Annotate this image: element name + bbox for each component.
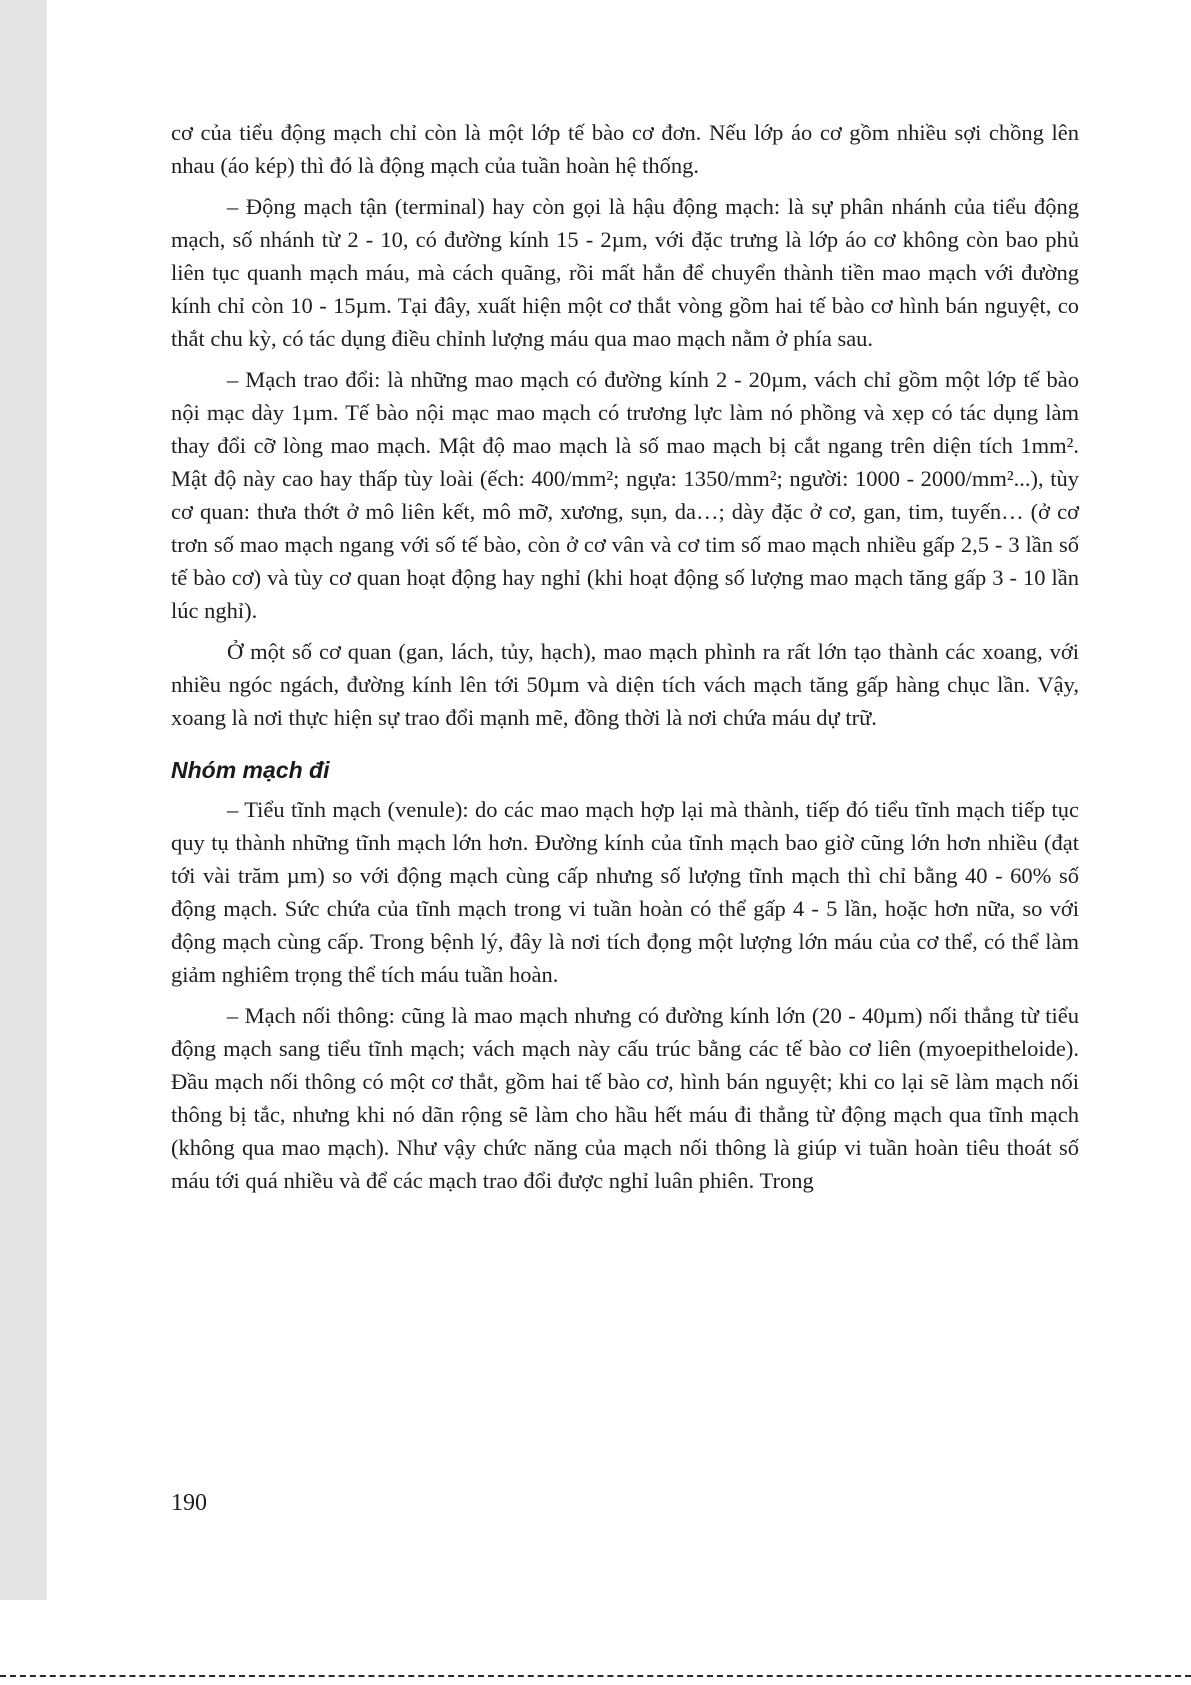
paragraph-continuation: cơ của tiểu động mạch chỉ còn là một lớp tế bào cơ đơn. Nếu lớp áo cơ gồm nhiều sợi chồng lên nhau (áo kép) thì đó là động mạch của tuần hoàn hệ thống.: [171, 120, 1079, 178]
section-heading: Nhóm mạch đi: [171, 757, 330, 783]
paragraph-venule: – Tiểu tĩnh mạch (venule): do các mao mạch hợp lại mà thành, tiếp đó tiểu tĩnh mạch tiếp tục quy tụ thành những tĩnh mạch lớn hơn. Đường kính của tĩnh mạch bao giờ cũng lớn hơn nhiều (đạt tới vài trăm µm) so với động mạch cùng cấp nhưng số lượng tĩnh mạch thì chỉ bằng 40 - 60% số động mạch. Sức chứa của tĩnh mạch trong vi tuần hoàn có thể gấp 4 - 5 lần, hoặc hơn nữa, so với động mạch cùng cấp. Trong bệnh lý, đây là nơi tích đọng một lượng lớn máu của cơ thể, có thể làm giảm nghiêm trọng thể tích máu tuần hoàn.: [171, 797, 1079, 987]
scan-margin-strip: [0, 0, 47, 1600]
paragraph-anastomosis: – Mạch nối thông: cũng là mao mạch nhưng có đường kính lớn (20 - 40µm) nối thẳng từ tiểu động mạch sang tiểu tĩnh mạch; vách mạch này cấu trúc bằng các tế bào cơ liên (myoepitheloide). Đầu mạch nối thông có một cơ thắt, gồm hai tế bào cơ, hình bán nguyệt; khi co lại sẽ làm mạch nối thông bị tắc, nhưng khi nó dãn rộng sẽ làm cho hầu hết máu đi thẳng từ động mạch qua tĩnh mạch (không qua mao mạch). Như vậy chức năng của mạch nối thông là giúp vi tuần hoàn tiêu thoát số máu tới quá nhiều và để các mạch trao đổi được nghỉ luân phiên. Trong: [171, 1003, 1079, 1193]
document-page: [171, 116, 1079, 1205]
scan-edge-line: [0, 1675, 1191, 1677]
paragraph-sinusoids: Ở một số cơ quan (gan, lách, tủy, hạch), mao mạch phình ra rất lớn tạo thành các xoang, với nhiều ngóc ngách, đường kính lên tới 50µm và diện tích vách mạch tăng gấp hàng chục lần. Vậy, xoang là nơi thực hiện sự trao đổi mạnh mẽ, đồng thời là nơi chứa máu dự trữ.: [171, 639, 1079, 730]
paragraph-terminal-artery: – Động mạch tận (terminal) hay còn gọi là hậu động mạch: là sự phân nhánh của tiểu động mạch, số nhánh từ 2 - 10, có đường kính 15 - 2µm, với đặc trưng là lớp áo cơ không còn bao phủ liên tục quanh mạch máu, mà cách quãng, rồi mất hẳn để chuyển thành tiền mao mạch với đường kính chỉ còn 10 - 15µm. Tại đây, xuất hiện một cơ thắt vòng gồm hai tế bào cơ hình bán nguyệt, co thắt chu kỳ, có tác dụng điều chỉnh lượng máu qua mao mạch nằm ở phía sau.: [171, 194, 1079, 351]
scan-bottom-band: [0, 1600, 1191, 1685]
page-number: 190: [171, 1490, 207, 1516]
paragraph-exchange-vessels: – Mạch trao đổi: là những mao mạch có đường kính 2 - 20µm, vách chỉ gồm một lớp tế bào nội mạc dày 1µm. Tế bào nội mạc mao mạch có trương lực làm nó phồng và xẹp có tác dụng làm thay đổi cỡ lòng mao mạch. Mật độ mao mạch là số mao mạch bị cắt ngang trên diện tích 1mm². Mật độ này cao hay thấp tùy loài (ếch: 400/mm²; ngựa: 1350/mm²; người: 1000 - 2000/mm²...), tùy cơ quan: thưa thớt ở mô liên kết, mô mỡ, xương, sụn, da…; dày đặc ở cơ, gan, tim, tuyến… (ở cơ trơn số mao mạch ngang với số tế bào, còn ở cơ vân và cơ tim số mao mạch nhiều gấp 2,5 - 3 lần số tế bào cơ) và tùy cơ quan hoạt động hay nghỉ (khi hoạt động số lượng mao mạch tăng gấp 3 - 10 lần lúc nghỉ).: [171, 367, 1079, 623]
